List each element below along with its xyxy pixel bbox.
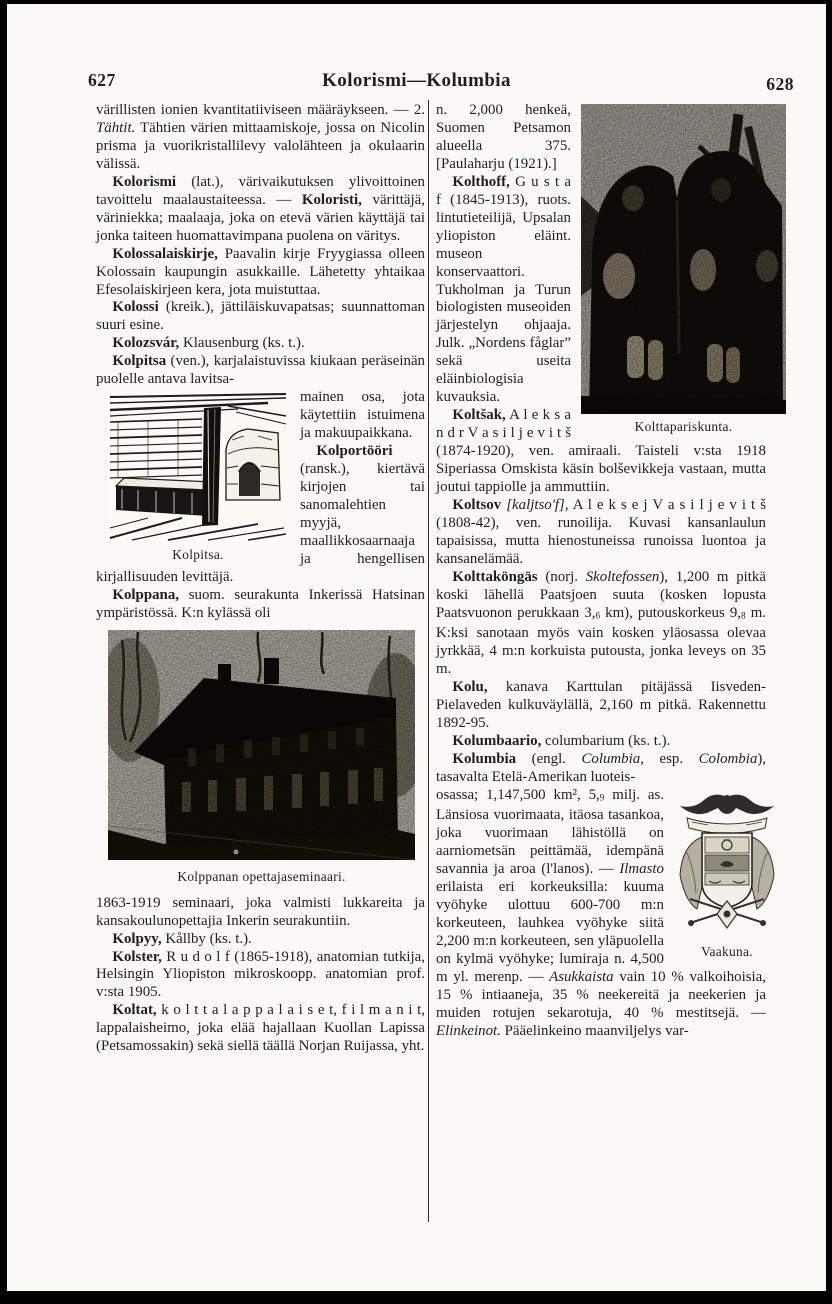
figure-colombia-coat-of-arms (674, 789, 780, 960)
page-header (7, 70, 826, 100)
entry-kolpyy: Kolpyy, Kållby (ks. t.). (112, 930, 252, 947)
entry-kolppana: Kolppana, suom. seurakunta Inkerissä Hatsinan ympäristössä. K:n kylässä oli (96, 586, 425, 621)
kolppana-seminary-photo (108, 630, 415, 860)
page (7, 4, 826, 1291)
kolpitsa-caption: Kolpitsa. (172, 547, 224, 563)
colombia-coat-of-arms-image (674, 789, 780, 939)
entry-koltat: Koltat, k o l t t a l a p p a l a i s e t, f i l m a n i t, lappalaisheimo, joka elää hajallaan Kuollan Lapissa (Petsamossakin) sekä siellä täällä Norjan Ruijassa, yht. (96, 1002, 425, 1055)
entry-kolumbia-continuation: osassa; 1,147,500 km², 5,9 milj. as. Länsiosa vuorimaata, itäosa tasankoa, joka vuorimaan lähistöllä on aarniometsän peittämää, idempänä savannia ja aroa (l'lanos). — Ilmasto erilaista eri korkeuksilla: kuuma vyöhyke ulottuu 600-700 m:n korkeuteen, lauhkea vyöhyke siitä 2,200 m:n korkeuteen, sen yläpuolella on kylmä vyöhyke; lumiraja n. 4,500 m yl. merenp. — Asukkaista vain 10 % valkoihoisia, 15 % intiaaneja, 35 % neekereitä ja neekerien ja muiden rotujen sekarotuja, 40 % mestitsejä. — Elinkeinot. Pääelinkeino maanviljelys var- (436, 786, 766, 1039)
entry-kolpitsa-continuation: mainen osa, jota käytettiin istuimena ja makuupaikkana. (300, 389, 425, 442)
page-number-right: 628 (766, 74, 794, 94)
figure-kolpitsa (108, 392, 288, 563)
entry-kolttakongas: Kolttaköngäs (norj. Skoltefossen), 1,200 m pitkä koski lähellä Paatsjoen suuta (kosken lopusta Paatsvuonon perukkaan 3,6 km), putouskorkeus 9,8 m. K:ksi sanotaan myös vain kosken yläosassa olevaa jyrkkää, 4 m:n korkuista putousta, jonka leveys on 35 m. (436, 568, 767, 678)
entry-kolu: Kolu, kanava Karttulan pitäjässä Iisveden-Pielaveden kulkuväylällä, 2,160 m pitkä. Rakennettu 1892-95. (436, 679, 766, 732)
entry-koltsak: Koltšak, A l e k s a n d r V a s i l j e v i t š (1874-1920), ven. amiraali. Taisteli v:sta 1918 Siperiassa Omskista käsin bolševikkeja vastaan, mutta joutui tappiolle ja ammuttiin. (436, 407, 766, 496)
entry-kolpitsa: Kolpitsa (ven.), karjalaistuvissa kiukaan peräseinän puolelle antava lavitsa- (96, 353, 425, 388)
header-title: Kolorismi—Kolumbia (322, 70, 511, 91)
kolppana-caption: Kolppanan opettajaseminaari. (177, 868, 346, 884)
entry-kolumbia: Kolumbia (engl. Columbia, esp. Colombia), tasavalta Etelä-Amerikan luoteis- (436, 750, 766, 785)
figure-kolppana-seminary (108, 630, 415, 885)
entry-kolumbaario: Kolumbaario, columbarium (ks. t.). (452, 733, 671, 750)
entry-kolster: Kolster, R u d o l f (1865-1918), anatomian tutkija, Helsingin Yliopiston mikroskoopp. anatomian prof. v:sta 1905. (96, 948, 425, 1001)
page-number-left: 627 (88, 70, 116, 90)
entry-kolossalaiskirje: Kolossalaiskirje, Paavalin kirje Fryygiassa olleen Kolossain kaupungin asukkaille. Lähetetty yhtaikaa Efesolaiskirjeen kera, jota muistuttaa. (96, 245, 425, 298)
entry-kolppana-continuation: 1863-1919 seminaari, joka valmisti lukkareita ja kansakoulunopettajia Inkerin seurakuntiin. (96, 894, 425, 929)
kolpitsa-woodcut-image (108, 392, 288, 542)
entry-koltsov: Koltsov [kaljtso'f], A l e k s e j V a s i l j e v i t š (1808-42), ven. runoilija. Kuvasi kansanlaulun tapaisissa, mutta hienostuneissa runoissa luontoa ja kansanelämää. (436, 496, 766, 567)
vaakuna-caption: Vaakuna. (701, 943, 753, 959)
entry-kolportoori: Kolportööri (ransk.), kiertävä kirjojen tai sanomalehtien myyjä, maallikkosaarnaaja ja hengellisen kirjallisuuden levittäjä. (96, 443, 425, 585)
koltta-caption: Kolttapariskunta. (634, 419, 733, 434)
entry-kolossi: Kolossi (kreik.), jättiläiskuvapatsas; suunnattoman suuri esine. (96, 299, 425, 334)
left-column (96, 102, 425, 1056)
right-column (436, 102, 766, 1041)
entry-koltat-continuation: n. 2,000 henkeä, Suomen Petsamon alueella 375. [Paulaharju (1921).] (436, 102, 571, 172)
column-divider-rule (428, 100, 429, 1222)
figure-koltta-couple (581, 104, 786, 435)
entry-kolozsvar: Kolozsvár, Klausenburg (ks. t.). (112, 335, 305, 352)
entry-kolorismi: Kolorismi (lat.), värivaikutuksen ylivoittoinen tavoittelu maalaustaiteessa. — Koloristi, värittäjä, väriniekka; maalaaja, joka on etevä värien käyttäjä tai jonka taiteen huomattavimpana puolena on väritys. (96, 173, 425, 244)
entry-continuation-kolorimetri: värillisten ionien kvantitatiiviseen määräykseen. — 2. Tähtit. Tähtien värien mittaamiskoje, jossa on Nicolin prisma ja vuorikristallilevy valolähteen ja okulaarin välissä. (96, 102, 425, 172)
entry-kolthoff: Kolthoff, G u s t a f (1845-1913), ruots. lintutieteilijä, Upsalan yliopiston eläint. museon konservaattori. Tukholman ja Turun biologisten museoiden järjestelyn ohjaaja. Julk. „Nordens fåglar” sekä useita eläinbiologisia kuvauksia. (436, 173, 571, 406)
koltta-couple-photo (581, 104, 786, 414)
